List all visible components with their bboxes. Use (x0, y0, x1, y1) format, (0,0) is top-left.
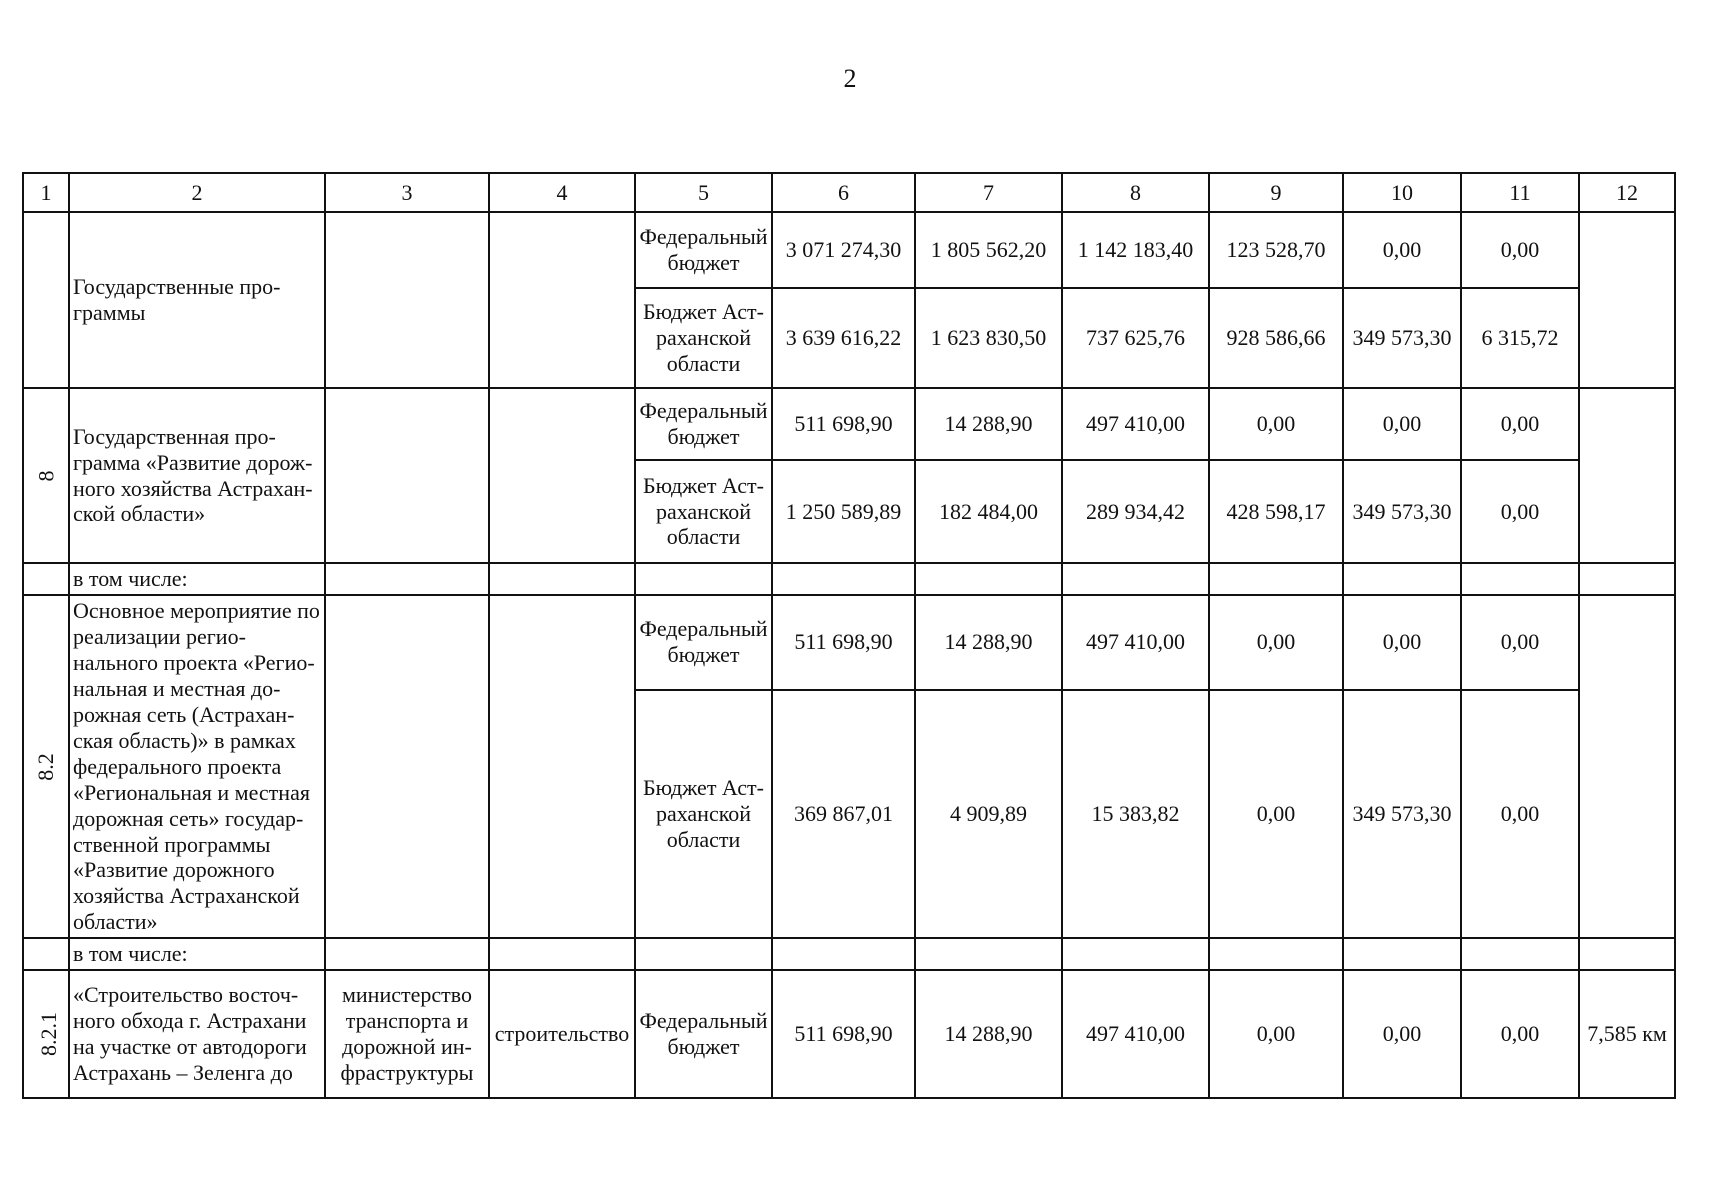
value-cell: 0,00 (1461, 388, 1579, 460)
value-cell: 3 071 274,30 (772, 212, 915, 288)
value-cell: 511 698,90 (772, 388, 915, 460)
responsible-cell (325, 388, 489, 563)
type-cell (489, 212, 635, 388)
value-cell: 497 410,00 (1062, 970, 1209, 1098)
program-name: Государственная про-грамма «Развитие дорож-ного хозяйства Астрахан-ской области» (69, 388, 325, 563)
empty-cell (325, 938, 489, 970)
value-cell: 0,00 (1343, 970, 1461, 1098)
empty-cell (772, 563, 915, 595)
value-cell: 1 623 830,50 (915, 288, 1062, 388)
header-cell: 3 (325, 173, 489, 212)
empty-cell (1209, 938, 1343, 970)
value-cell: 349 573,30 (1343, 288, 1461, 388)
value-cell: 6 315,72 (1461, 288, 1579, 388)
empty-cell (915, 938, 1062, 970)
type-cell (489, 595, 635, 938)
value-cell: 0,00 (1209, 595, 1343, 690)
subheading-row (23, 938, 1675, 970)
funding-source: Федеральный бюджет (635, 595, 772, 690)
empty-cell (635, 938, 772, 970)
type-cell: строительство (489, 970, 635, 1098)
result-cell (1579, 595, 1675, 938)
header-cell: 12 (1579, 173, 1675, 212)
table-row (23, 388, 1675, 460)
empty-cell (1343, 563, 1461, 595)
table-row (23, 212, 1675, 288)
value-cell: 15 383,82 (1062, 690, 1209, 939)
value-cell: 1 250 589,89 (772, 460, 915, 563)
empty-cell (489, 938, 635, 970)
value-cell: 0,00 (1461, 212, 1579, 288)
value-cell: 0,00 (1209, 690, 1343, 939)
result-cell: 7,585 км (1579, 970, 1675, 1098)
value-cell: 369 867,01 (772, 690, 915, 939)
value-cell: 0,00 (1343, 595, 1461, 690)
value-cell: 0,00 (1209, 388, 1343, 460)
funding-source: Бюджет Аст-раханской области (635, 288, 772, 388)
value-cell: 497 410,00 (1062, 388, 1209, 460)
empty-cell (1343, 938, 1461, 970)
page-number: 2 (843, 64, 857, 93)
empty-cell (1062, 563, 1209, 595)
header-cell: 5 (635, 173, 772, 212)
header-cell: 10 (1343, 173, 1461, 212)
row-index (23, 212, 69, 388)
funding-source: Бюджет Аст-раханской области (635, 690, 772, 939)
value-cell: 14 288,90 (915, 970, 1062, 1098)
empty-cell (1062, 938, 1209, 970)
value-cell: 0,00 (1343, 212, 1461, 288)
type-cell (489, 388, 635, 563)
subheading-label: в том числе: (69, 938, 325, 970)
value-cell: 349 573,30 (1343, 460, 1461, 563)
empty-cell (1579, 938, 1675, 970)
empty-cell (772, 938, 915, 970)
empty-cell (23, 938, 69, 970)
header-cell: 1 (23, 173, 69, 212)
table-row (23, 970, 1675, 1098)
value-cell: 182 484,00 (915, 460, 1062, 563)
value-cell: 123 528,70 (1209, 212, 1343, 288)
header-cell: 7 (915, 173, 1062, 212)
subheading-row (23, 563, 1675, 595)
funding-source: Бюджет Аст-раханской области (635, 460, 772, 563)
funding-source: Федеральный бюджет (635, 212, 772, 288)
value-cell: 0,00 (1461, 690, 1579, 939)
row-index: 8.2.1 (23, 970, 69, 1098)
responsible-cell (325, 595, 489, 938)
empty-cell (23, 563, 69, 595)
budget-table (22, 172, 1676, 1099)
empty-cell (1579, 563, 1675, 595)
value-cell: 1 805 562,20 (915, 212, 1062, 288)
header-cell: 2 (69, 173, 325, 212)
empty-cell (489, 563, 635, 595)
responsible-cell (325, 212, 489, 388)
value-cell: 0,00 (1461, 970, 1579, 1098)
empty-cell (1461, 938, 1579, 970)
header-cell: 9 (1209, 173, 1343, 212)
value-cell: 4 909,89 (915, 690, 1062, 939)
empty-cell (1461, 563, 1579, 595)
value-cell: 511 698,90 (772, 595, 915, 690)
value-cell: 0,00 (1461, 595, 1579, 690)
empty-cell (915, 563, 1062, 595)
subheading-label: в том числе: (69, 563, 325, 595)
program-name: Государственные про-граммы (69, 212, 325, 388)
value-cell: 14 288,90 (915, 595, 1062, 690)
value-cell: 928 586,66 (1209, 288, 1343, 388)
header-cell: 6 (772, 173, 915, 212)
value-cell: 428 598,17 (1209, 460, 1343, 563)
responsible-cell: министерство транспорта и дорожной ин-фраструктуры (325, 970, 489, 1098)
result-cell (1579, 212, 1675, 388)
funding-source: Федеральный бюджет (635, 970, 772, 1098)
value-cell: 349 573,30 (1343, 690, 1461, 939)
empty-cell (635, 563, 772, 595)
value-cell: 0,00 (1343, 388, 1461, 460)
value-cell: 511 698,90 (772, 970, 915, 1098)
empty-cell (325, 563, 489, 595)
header-cell: 8 (1062, 173, 1209, 212)
value-cell: 497 410,00 (1062, 595, 1209, 690)
value-cell: 14 288,90 (915, 388, 1062, 460)
header-row (23, 173, 1675, 212)
value-cell: 3 639 616,22 (772, 288, 915, 388)
row-index: 8.2 (23, 595, 69, 938)
table-row (23, 595, 1675, 690)
program-name: Основное мероприятие по реализации регио-нального проекта «Регио-нальная и местная до-рожная сеть (Астрахан-ская область)» в рамках федерального проекта «Региональная и местная дорожная сеть» государ-ственной программы «Развитие дорожного хозяйства Астраханской области» (69, 595, 325, 938)
value-cell: 737 625,76 (1062, 288, 1209, 388)
value-cell: 0,00 (1209, 970, 1343, 1098)
header-cell: 4 (489, 173, 635, 212)
empty-cell (1209, 563, 1343, 595)
result-cell (1579, 388, 1675, 563)
value-cell: 1 142 183,40 (1062, 212, 1209, 288)
value-cell: 289 934,42 (1062, 460, 1209, 563)
value-cell: 0,00 (1461, 460, 1579, 563)
funding-source: Федеральный бюджет (635, 388, 772, 460)
header-cell: 11 (1461, 173, 1579, 212)
row-index: 8 (23, 388, 69, 563)
program-name: «Строительство восточ-ного обхода г. Астрахани на участке от автодороги Астрахань – Зеленга до (69, 970, 325, 1098)
